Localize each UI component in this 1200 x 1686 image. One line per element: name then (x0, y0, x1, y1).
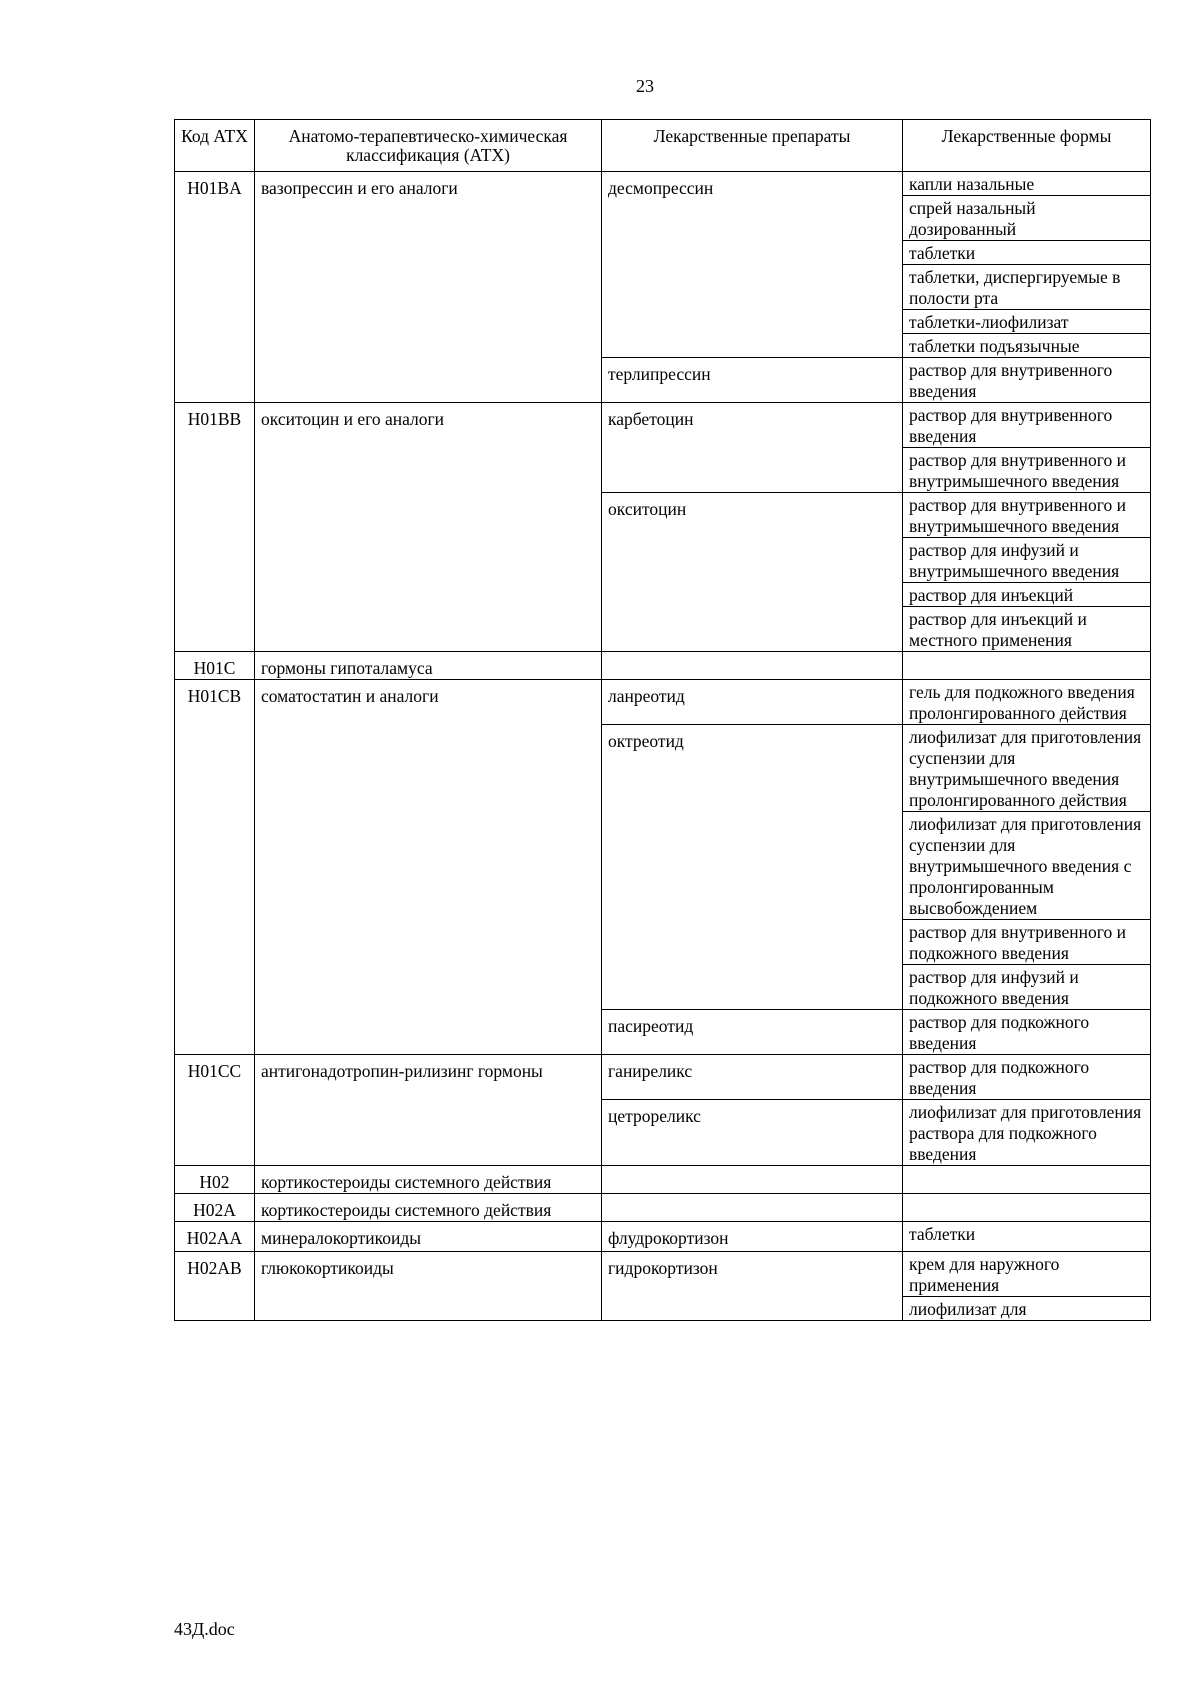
atc-classification-cell: минералокортикоиды (255, 1222, 602, 1252)
drug-block (602, 1009, 902, 1054)
dosage-form: раствор для подкожного введения (909, 1012, 1090, 1053)
dosage-form: таблетки, диспергируемые в полости рта (903, 265, 1150, 310)
drug-block (602, 680, 902, 724)
atc-code-cell: H01BB (175, 403, 255, 652)
atc-code-cell: H01C (175, 652, 255, 680)
drug-block (602, 172, 902, 357)
atc-code-cell: H02 (175, 1166, 255, 1194)
dosage-forms-block (903, 357, 1150, 402)
dosage-form: крем для наружного применения (903, 1252, 1150, 1297)
drug-block (602, 1055, 902, 1099)
atc-code-cell: H01CB (175, 680, 255, 1055)
page-number: 23 (636, 76, 654, 96)
drug-name: цетрореликс (608, 1106, 701, 1126)
dosage-form: лиофилизат для приготовления раствора для подкожного введения (909, 1102, 1142, 1164)
dosage-forms-block (903, 1252, 1150, 1320)
dosage-form: таблетки подъязычные (909, 336, 1080, 356)
dosage-forms-cell (903, 1194, 1151, 1222)
table-header-row (175, 120, 1151, 172)
drug-block (602, 1222, 902, 1251)
header-classification: Анатомо-терапевтическо-химическая классификация (АТХ) (255, 120, 602, 172)
drug-cell (602, 680, 903, 1055)
footer-filename: 43Д.doc (174, 1619, 235, 1639)
drug-name: пасиреотид (608, 1016, 694, 1036)
header-forms: Лекарственные формы (903, 120, 1151, 172)
dosage-form: раствор для инфузий и подкожного введения (909, 967, 1079, 1008)
drug-block (602, 492, 902, 651)
dosage-form: капли назальные (903, 172, 1150, 196)
dosage-form: раствор для внутривенного введения (909, 360, 1113, 401)
atc-classification-cell: окситоцин и его аналоги (255, 403, 602, 652)
drug-cell (602, 172, 903, 403)
atc-classification-cell: антигонадотропин-рилизинг гормоны (255, 1055, 602, 1166)
drug-block (602, 724, 902, 1009)
table-row (175, 1222, 1151, 1252)
dosage-forms-block (903, 492, 1150, 651)
table-row (175, 172, 1151, 403)
dosage-forms-cell (903, 1166, 1151, 1194)
table-row (175, 403, 1151, 652)
drug-cell (602, 1252, 903, 1321)
dosage-form: раствор для инъекций и местного применения (909, 609, 1087, 650)
atc-classification-cell: вазопрессин и его аналоги (255, 172, 602, 403)
drug-name: флудрокортизон (608, 1228, 729, 1248)
dosage-form: раствор для внутривенного и внутримышечного введения (909, 450, 1127, 491)
dosage-form: таблетки (903, 241, 1150, 265)
dosage-forms-block (903, 1222, 1150, 1251)
drug-cell (602, 1194, 903, 1222)
dosage-form: раствор для внутривенного введения (903, 403, 1150, 448)
atc-classification-cell: глюкокортикоиды (255, 1252, 602, 1321)
dosage-forms-block (903, 172, 1150, 357)
drug-name: десмопрессин (608, 178, 714, 198)
table-row (175, 1252, 1151, 1321)
dosage-form: раствор для внутривенного и внутримышечного введения (903, 493, 1150, 538)
atc-code-cell: H02AB (175, 1252, 255, 1321)
dosage-form: лиофилизат для приготовления суспензии для внутримышечного введения с пролонгированным высвобождением (903, 812, 1150, 920)
drug-name: гидрокортизон (608, 1258, 718, 1278)
table-row (175, 1055, 1151, 1166)
drug-block (602, 1099, 902, 1165)
dosage-form: гель для подкожного введения пролонгированного действия (909, 682, 1135, 723)
drug-cell (602, 1055, 903, 1166)
dosage-forms-block (903, 403, 1150, 492)
drug-name: окситоцин (608, 499, 687, 519)
atc-drug-table (174, 119, 1151, 1321)
dosage-form: лиофилизат для (909, 1299, 1027, 1319)
drug-cell (602, 403, 903, 652)
drug-name: октреотид (608, 731, 684, 751)
drug-block (602, 357, 902, 402)
drug-block (602, 403, 902, 492)
dosage-form: раствор для инъекций (903, 583, 1150, 607)
dosage-form: раствор для инфузий и внутримышечного введения (903, 538, 1150, 583)
dosage-forms-cell (903, 172, 1151, 403)
drug-name: карбетоцин (608, 409, 694, 429)
dosage-form: таблетки (909, 1224, 976, 1244)
atc-code-cell: H02AA (175, 1222, 255, 1252)
drug-cell (602, 1222, 903, 1252)
dosage-form: спрей назальный дозированный (903, 196, 1150, 241)
drug-name: ланреотид (608, 686, 685, 706)
dosage-forms-block (903, 1009, 1150, 1054)
dosage-forms-cell (903, 680, 1151, 1055)
table-row (175, 1166, 1151, 1194)
atc-code-cell: H01BA (175, 172, 255, 403)
table-row (175, 1194, 1151, 1222)
dosage-form: раствор для подкожного введения (909, 1057, 1090, 1098)
dosage-form: таблетки-лиофилизат (903, 310, 1150, 334)
drug-block (602, 1252, 902, 1320)
drug-cell (602, 1166, 903, 1194)
table-body (175, 172, 1151, 1321)
atc-classification-cell: гормоны гипоталамуса (255, 652, 602, 680)
table-row (175, 680, 1151, 1055)
drug-name: ганиреликс (608, 1061, 693, 1081)
dosage-forms-cell (903, 403, 1151, 652)
atc-classification-cell: кортикостероиды системного действия (255, 1194, 602, 1222)
atc-code-cell: H01CC (175, 1055, 255, 1166)
dosage-forms-cell (903, 1222, 1151, 1252)
dosage-form: лиофилизат для приготовления суспензии для внутримышечного введения пролонгированного действия (903, 725, 1150, 812)
dosage-forms-cell (903, 1055, 1151, 1166)
atc-classification-cell: кортикостероиды системного действия (255, 1166, 602, 1194)
table-row (175, 652, 1151, 680)
dosage-forms-block (903, 680, 1150, 724)
dosage-forms-cell (903, 1252, 1151, 1321)
atc-classification-cell: соматостатин и аналоги (255, 680, 602, 1055)
dosage-forms-block (903, 1055, 1150, 1099)
atc-code-cell: H02A (175, 1194, 255, 1222)
header-code: Код АТХ (175, 120, 255, 172)
dosage-forms-cell (903, 652, 1151, 680)
dosage-forms-block (903, 724, 1150, 1009)
drug-name: терлипрессин (608, 364, 711, 384)
header-drugs: Лекарственные препараты (602, 120, 903, 172)
dosage-form: раствор для внутривенного и подкожного введения (903, 920, 1150, 965)
dosage-forms-block (903, 1099, 1150, 1165)
drug-cell (602, 652, 903, 680)
